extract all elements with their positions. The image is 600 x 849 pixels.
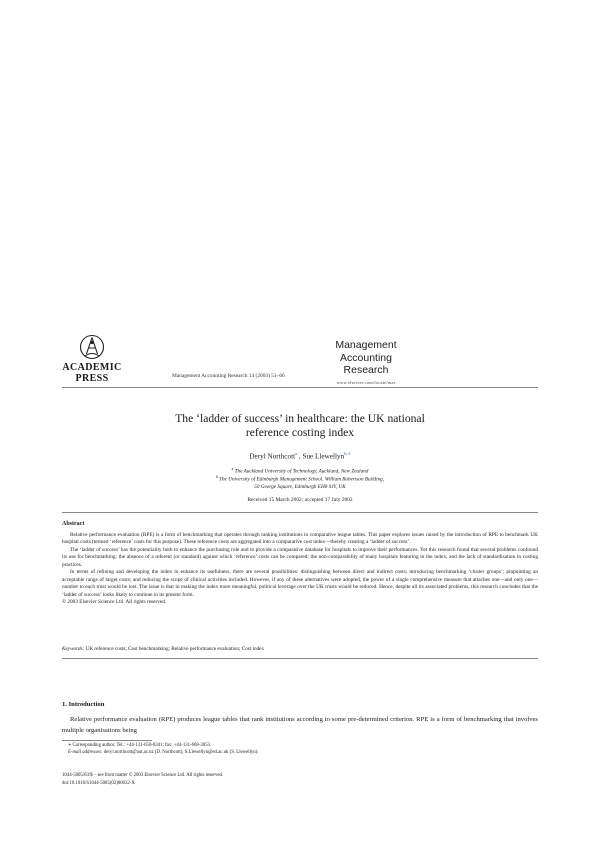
journal-citation: Management Accounting Research 14 (2003) 51–66 [172,373,285,379]
affiliation-mark: a [231,467,234,471]
footnotes [62,742,538,756]
affiliation-text: The University of Edinburgh Management School, William Robertson Building, [219,476,385,483]
author-separator: , [298,452,301,461]
footnote-rule [62,740,152,741]
journal-logo-line: Research [343,364,389,376]
paper-title-line: reference costing index [245,426,355,439]
publisher-name-line2: PRESS [75,373,109,384]
affiliation-mark: b [215,475,218,479]
paper-title [62,412,538,440]
doi-line[interactable]: doi:10.1016/S1044-5005(02)00032-X [62,781,135,786]
email-note [62,749,538,756]
keywords-divider [62,658,538,659]
email-label: E-mail addresses: [68,750,103,755]
abstract-paragraph: Relative performance evaluation (RPE) is a form of benchmarking that operates through ranking institutions in comparative league tables. This paper explores issues raised by the introduction of RPE to benchmark UK hospital costs (termed ‘reference’ costs for this purpose). These reference costs are aggregated into a comparative cost index—thereby creating a ‘ladder of success’. [62,532,538,546]
publisher-name-line1: ACADEMIC [62,362,122,373]
journal-logo-line: Management [335,339,397,351]
abstract-paragraph: In terms of refining and developing the index to enhance its usefulness, there are several possibilities: distinguishing between direct and indirect costs; introducing benchmarking ‘cluster groups’; pinpointing an acceptable range of target costs; and reducing the scope of clinical activities included. However, if any of these alternatives were adopted, the power of a single comprehensive measure that attaches one—and only one—number to each trust would be lost. The issue is that in making the index more meaningful, political leverage over the UK trusts would be reduced. Hence, despite all its associated problems, this research concludes that the ‘ladder of success’ looks likely to continue in its present form. [62,569,538,598]
received-dates: Received 15 March 2002; accepted 17 July 2002 [247,497,353,503]
affiliation [62,474,538,491]
author-affiliation-mark[interactable]: a [295,451,298,456]
section-heading: 1. Introduction [62,701,105,708]
author-list [62,451,538,460]
author-name: Sue Llewellyn [302,452,345,461]
keywords-label: Keywords: [62,646,85,652]
affiliation-text: 50 George Square, Edinburgh EH8 9JY, UK [254,483,346,490]
author-affiliation-mark[interactable]: b,∗ [344,451,351,456]
body-paragraph: Relative performance evaluation (RPE) produces league tables that rank institutions according to some pre-determined criterion. RPE is a form of benchmarking that involves multiple organisations being [62,716,538,734]
corresponding-author-note: ∗ Corresponding author. Tel.: +44-131-650-8341; fax: +44-131-668-3053. [68,743,212,748]
journal-logo [316,339,416,385]
abstract-paragraph: The ‘ladder of success’ has the potentiality both to enhance the purchasing role and to provide a comparative database for hospitals to improve their performances. Yet this research found that several problems confound its use for benchmarking: the absence of a referent (or standard) against which ‘reference’ costs can be compared; the non-comparability of many hospitals featuring in the index; and the lack of standardisation in costing practices. [62,546,538,568]
affiliation-text: The Auckland University of Technology, Auckland, New Zealand [234,468,369,475]
abstract-body [62,532,538,607]
paper-title-line: The ‘ladder of success’ in healthcare: the UK national [175,412,425,425]
publisher-logo [62,334,122,384]
issn-line: 1044-5005/03/$ – see front matter © 2003 Elsevier Science Ltd. All rights reserved. [62,773,224,778]
author-name: Deryl Northcott [249,452,296,461]
abstract-divider [62,512,538,513]
publisher-emblem-icon [79,334,105,360]
copyright-notice: © 2003 Elsevier Science Ltd. All rights reserved. [62,599,167,606]
journal-logo-line: Accounting [340,351,392,364]
introduction-text [62,715,538,736]
keywords-text: UK reference costs; Cost benchmarking; Relative performance evaluation; Cost index [85,646,265,652]
journal-url[interactable]: www.elsevier.com/locate/mar [336,379,396,385]
publication-info [62,772,223,788]
header-divider [62,387,538,388]
email-addresses[interactable]: deryl.northcott@aut.ac.nz (D. Northcott), S.Llewellyn@ed.ac.uk (S. Llewellyn). [103,750,259,755]
abstract-heading: Abstract [62,521,85,527]
keywords [62,646,538,652]
